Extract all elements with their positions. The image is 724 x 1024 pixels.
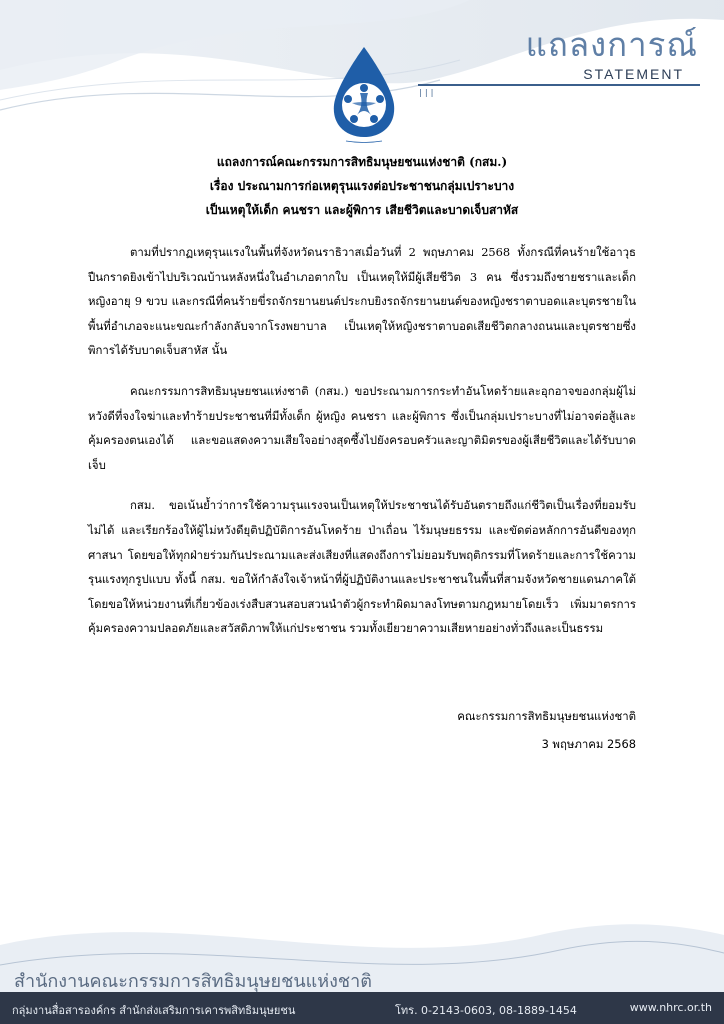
statement-title xyxy=(88,150,636,222)
nhrc-emblem-icon xyxy=(324,45,404,145)
signature-block xyxy=(457,704,636,756)
header-title: แถลงการณ์ xyxy=(525,25,698,64)
paragraph-2: คณะกรรมการสิทธิมนุษยชนแห่งชาติ (กสม.) ขอประณามการกระทำอันโหดร้ายและอุกอาจของกลุ่มผู้ไม่หวังดีที่จงใจฆ่าและทำร้ายประชาชนที่มีทั้งเด็ก ผู้หญิง คนชรา และผู้พิการ ซึ่งเป็นกลุ่มเปราะบางที่ไม่อาจต่อสู้และคุ้มครองตนเองได้ และขอแสดงความเสียใจอย่างสุดซึ้งไปยังครอบครัวและญาติมิตรของผู้เสียชีวิตและได้รับบาดเจ็บ xyxy=(88,383,636,472)
footer-office-name: สำนักงานคณะกรรมการสิทธิมนุษยชนแห่งชาติ xyxy=(14,971,372,992)
footer-contact-bar xyxy=(0,992,724,1024)
statement-date: 3 พฤษภาคม 2568 xyxy=(541,737,636,751)
signature-name: คณะกรรมการสิทธิมนุษยชนแห่งชาติ xyxy=(457,709,636,723)
title-line-1: แถลงการณ์คณะกรรมการสิทธิมนุษยชนแห่งชาติ (กสม.) xyxy=(216,155,508,169)
paragraph-1: ตามที่ปรากฏเหตุรุนแรงในพื้นที่จังหวัดนราธิวาสเมื่อวันที่ 2 พฤษภาคม 2568 ทั้งกรณีที่คนร้ายใช้อาวุธปืนกราดยิงเข้าไปบริเวณบ้านหลังหนึ่งในอำเภอตากใบ เป็นเหตุให้มีผู้เสียชีวิต 3 คน ซึ่งรวมถึงชายชราและเด็กหญิงอายุ 9 ขวบ และกรณีที่คนร้ายขี่รถจักรยานยนต์ประกบยิงรถจักรยานยนต์ของหญิงชราตาบอดและบุตรชายในพื้นที่อำเภอจะแนะขณะกำลังกลับจากโรงพยาบาล เป็นเหตุให้หญิงชราตาบอดเสียชีวิตกลางถนนและบุตรชายซึ่งพิการได้รับบาดเจ็บสาหัส นั้น xyxy=(88,245,636,358)
paragraph-3: กสม. ขอเน้นย้ำว่าการใช้ความรุนแรงจนเป็นเหตุให้ประชาชนได้รับอันตรายถึงแก่ชีวิตเป็นเรื่องที่ยอมรับไม่ได้ และเรียกร้องให้ผู้ไม่หวังดียุติปฏิบัติการอันโหดร้าย ป่าเถื่อน ไร้มนุษยธรรม และขัดต่อหลักการอันดีของทุกศาสนา โดยขอให้ทุกฝ่ายร่วมกันประณามและส่งเสียงที่แสดงถึงการไม่ยอมรับพฤติกรรมที่โหดร้ายและการใช้ความรุนแรงทุกรูปแบบ ทั้งนี้ กสม. ขอให้กำลังใจเจ้าหน้าที่ผู้ปฏิบัติงานและประชาชนในพื้นที่สามจังหวัดชายแดนภาคใต้ โดยขอให้หน่วยงานที่เกี่ยวข้องเร่งสืบสวนสอบสวนนำตัวผู้กระทำผิดมาลงโทษตามกฎหมายโดยเร็ว เพิ่มมาตรการคุ้มครองความปลอดภัยและสวัสดิภาพให้แก่ประชาชน รวมทั้งเยียวยาความเสียหายอย่างทั่วถึงและเป็นธรรม xyxy=(88,498,636,636)
header-rule-ticks: ||| xyxy=(418,88,436,97)
footer-phone: โทร. 0-2143-0603, 08-1889-1454 xyxy=(395,1004,577,1017)
header-rule xyxy=(418,84,700,86)
footer-website[interactable]: www.nhrc.or.th xyxy=(629,1001,712,1014)
title-line-2: เรื่อง ประณามการก่อเหตุรุนแรงต่อประชาชนกลุ่มเปราะบาง xyxy=(209,179,515,193)
title-line-3: เป็นเหตุให้เด็ก คนชรา และผู้พิการ เสียชีวิตและบาดเจ็บสาหัส xyxy=(205,203,519,217)
header-subtitle: STATEMENT xyxy=(583,66,684,82)
footer-division: กลุ่มงานสื่อสารองค์กร สำนักส่งเสริมการเคารพสิทธิมนุษยชน xyxy=(12,1004,296,1017)
statement-body xyxy=(88,150,636,657)
